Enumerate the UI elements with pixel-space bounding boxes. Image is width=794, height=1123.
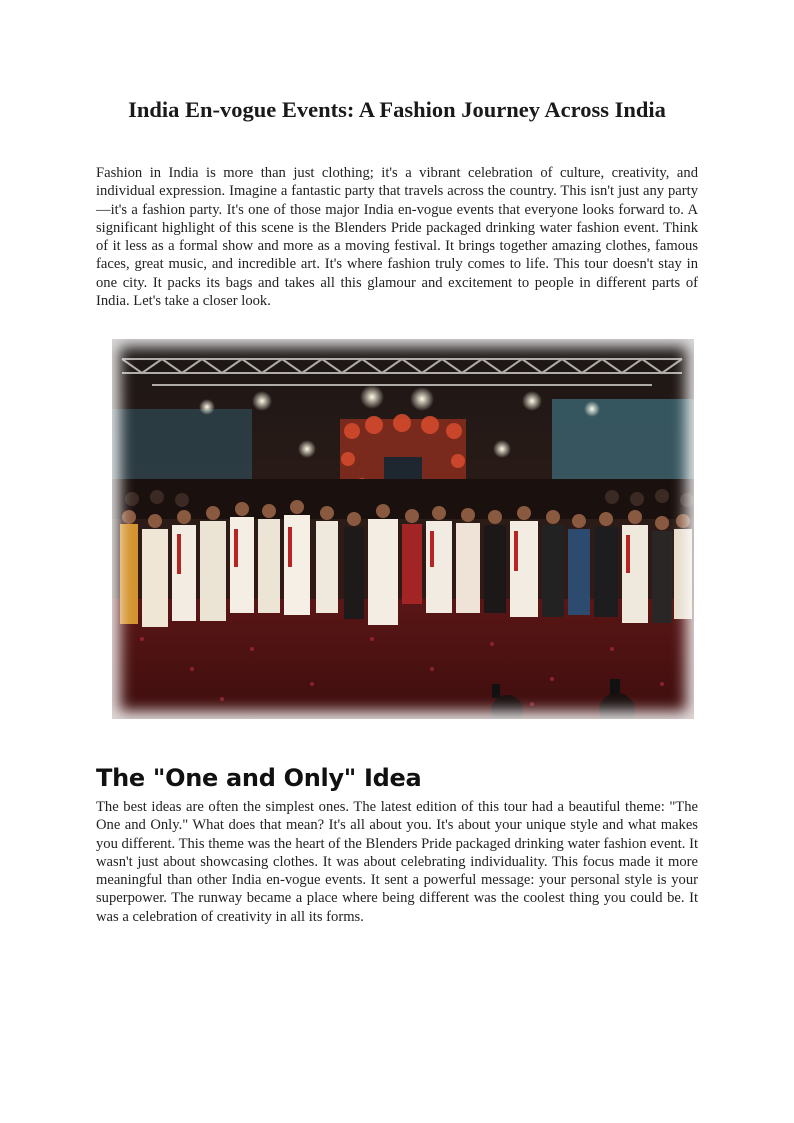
section-paragraph: The best ideas are often the simplest ones. The latest edition of this tour had a beautiful theme: "The One and Only." What does that mean? It's all about you. It's about your unique style and what makes you different. This theme was the heart of the Blenders Pride packaged drinking water fashion event. It wasn't just about showcasing clothes. It was about celebrating individuality. This focus made it more meaningful than other India en-vogue events. It sent a powerful message: your personal style is your superpower. The runway became a place where being different was the coolest thing you could be. It was a celebration of creativity in all its forms.: [96, 799, 698, 925]
fashion-show-photo: [112, 339, 694, 719]
section-heading: The "One and Only" Idea: [96, 764, 422, 792]
intro-paragraph: Fashion in India is more than just clothing; it's a vibrant celebration of culture, creativity, and individual expression. Imagine a fantastic party that travels across the country. This isn't just any party—it's a fashion party. It's one of those major India en-vogue events that everyone looks forward to. A significant highlight of this scene is the Blenders Pride packaged drinking water fashion event. Think of it less as a formal show and more as a moving festival. It brings together amazing clothes, famous faces, great music, and incredible art. It's where fashion truly comes to life. This tour doesn't stay in one city. It packs its bags and takes all this glamour and excitement to people in different parts of India. Let's take a closer look.: [96, 165, 698, 310]
page-title: India En-vogue Events: A Fashion Journey Across India: [128, 97, 666, 122]
